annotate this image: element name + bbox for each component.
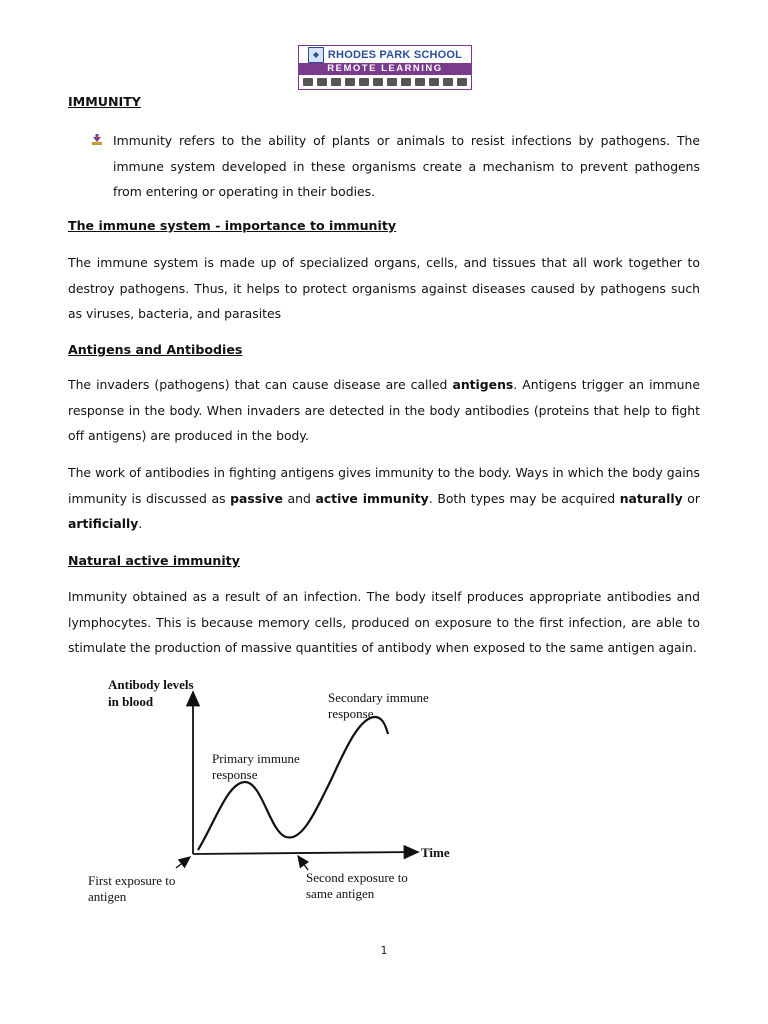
immunity-definition: Immunity refers to the ability of plants or animals to resist infections by pathogens. The immune system developed in these organisms create a mechanism to prevent pathogens from entering or operating in their bodies. bbox=[113, 133, 700, 199]
logo-subtitle: REMOTE LEARNING bbox=[299, 63, 471, 75]
x-axis bbox=[193, 852, 418, 854]
logo-device-icons bbox=[303, 76, 467, 88]
crest-icon: ◆ bbox=[308, 47, 324, 63]
monitor-icon bbox=[373, 78, 383, 86]
term-antigens: antigens bbox=[452, 377, 514, 392]
primary-response-label-line2: response bbox=[212, 767, 258, 782]
heading-immunity: IMMUNITY bbox=[68, 94, 141, 109]
secondary-response-label-line2: response bbox=[328, 706, 374, 721]
second-exposure-label-line2: same antigen bbox=[306, 886, 375, 901]
keyboard-icon bbox=[429, 78, 439, 86]
tablet-icon bbox=[317, 78, 327, 86]
school-logo bbox=[298, 45, 472, 90]
heading-immune-system: The immune system - importance to immunity bbox=[68, 218, 397, 233]
laptop-icon bbox=[303, 78, 313, 86]
immune-system-paragraph: The immune system is made up of specialized organs, cells, and tissues that all work together to destroy pathogens. Thus, it helps to protect organisms against diseases caused by pathogens such as viruses, bacteria, and parasites bbox=[68, 255, 700, 321]
second-exposure-label-line1: Second exposure to bbox=[306, 870, 408, 885]
heading-antigens: Antigens and Antibodies bbox=[68, 342, 243, 357]
term-naturally: naturally bbox=[619, 490, 683, 506]
camera-icon bbox=[415, 78, 425, 86]
headphones-icon bbox=[401, 78, 411, 86]
first-exposure-label-line2: antigen bbox=[88, 889, 127, 904]
heading-natural-active: Natural active immunity bbox=[68, 553, 240, 568]
natural-active-paragraph: Immunity obtained as a result of an infection. The body itself produces appropriate antibodies and lymphocytes. This is because memory cells, produced on exposure to the first infection, are able to stimulate the production of massive quantities of antibody when exposed to the same antigen again. bbox=[68, 589, 700, 655]
primary-response-label-line1: Primary immune bbox=[212, 751, 300, 766]
page-number: 1 bbox=[380, 944, 388, 957]
mouse-icon bbox=[443, 78, 453, 86]
printer-icon bbox=[387, 78, 397, 86]
first-exposure-label-line1: First exposure to bbox=[88, 873, 176, 888]
speaker-icon bbox=[457, 78, 467, 86]
term-artificially: artificially bbox=[68, 516, 139, 531]
wifi-icon bbox=[359, 78, 369, 86]
school-name: RHODES PARK SCHOOL bbox=[327, 48, 463, 61]
antibody-response-diagram bbox=[80, 672, 480, 912]
x-axis-label: Time bbox=[421, 845, 450, 860]
antigens-paragraph: The invaders (pathogens) that can cause disease are called antigens. Antigens trigger an immune response in the body. When invaders are detected in the body antibodies (proteins that help to fight off antigens) are produced in the body. bbox=[68, 377, 700, 443]
y-axis-label-line1: Antibody levels bbox=[108, 677, 194, 692]
antibodies-paragraph: The work of antibodies in fighting antigens gives immunity to the body. Ways in which the body gains immunity is discussed as passive and active immunity. Both types may be acquired naturally or artificially. bbox=[68, 465, 700, 531]
term-active-immunity: active immunity bbox=[315, 490, 429, 506]
bullet-arrow-icon bbox=[90, 133, 104, 147]
book-icon bbox=[345, 78, 355, 86]
second-exposure-arrow bbox=[298, 856, 308, 870]
first-exposure-arrow bbox=[176, 857, 190, 868]
phone-icon bbox=[331, 78, 341, 86]
y-axis-label-line2: in blood bbox=[108, 694, 154, 709]
antibody-curve bbox=[198, 717, 388, 850]
term-passive: passive bbox=[230, 490, 283, 506]
secondary-response-label-line1: Secondary immune bbox=[328, 690, 429, 705]
